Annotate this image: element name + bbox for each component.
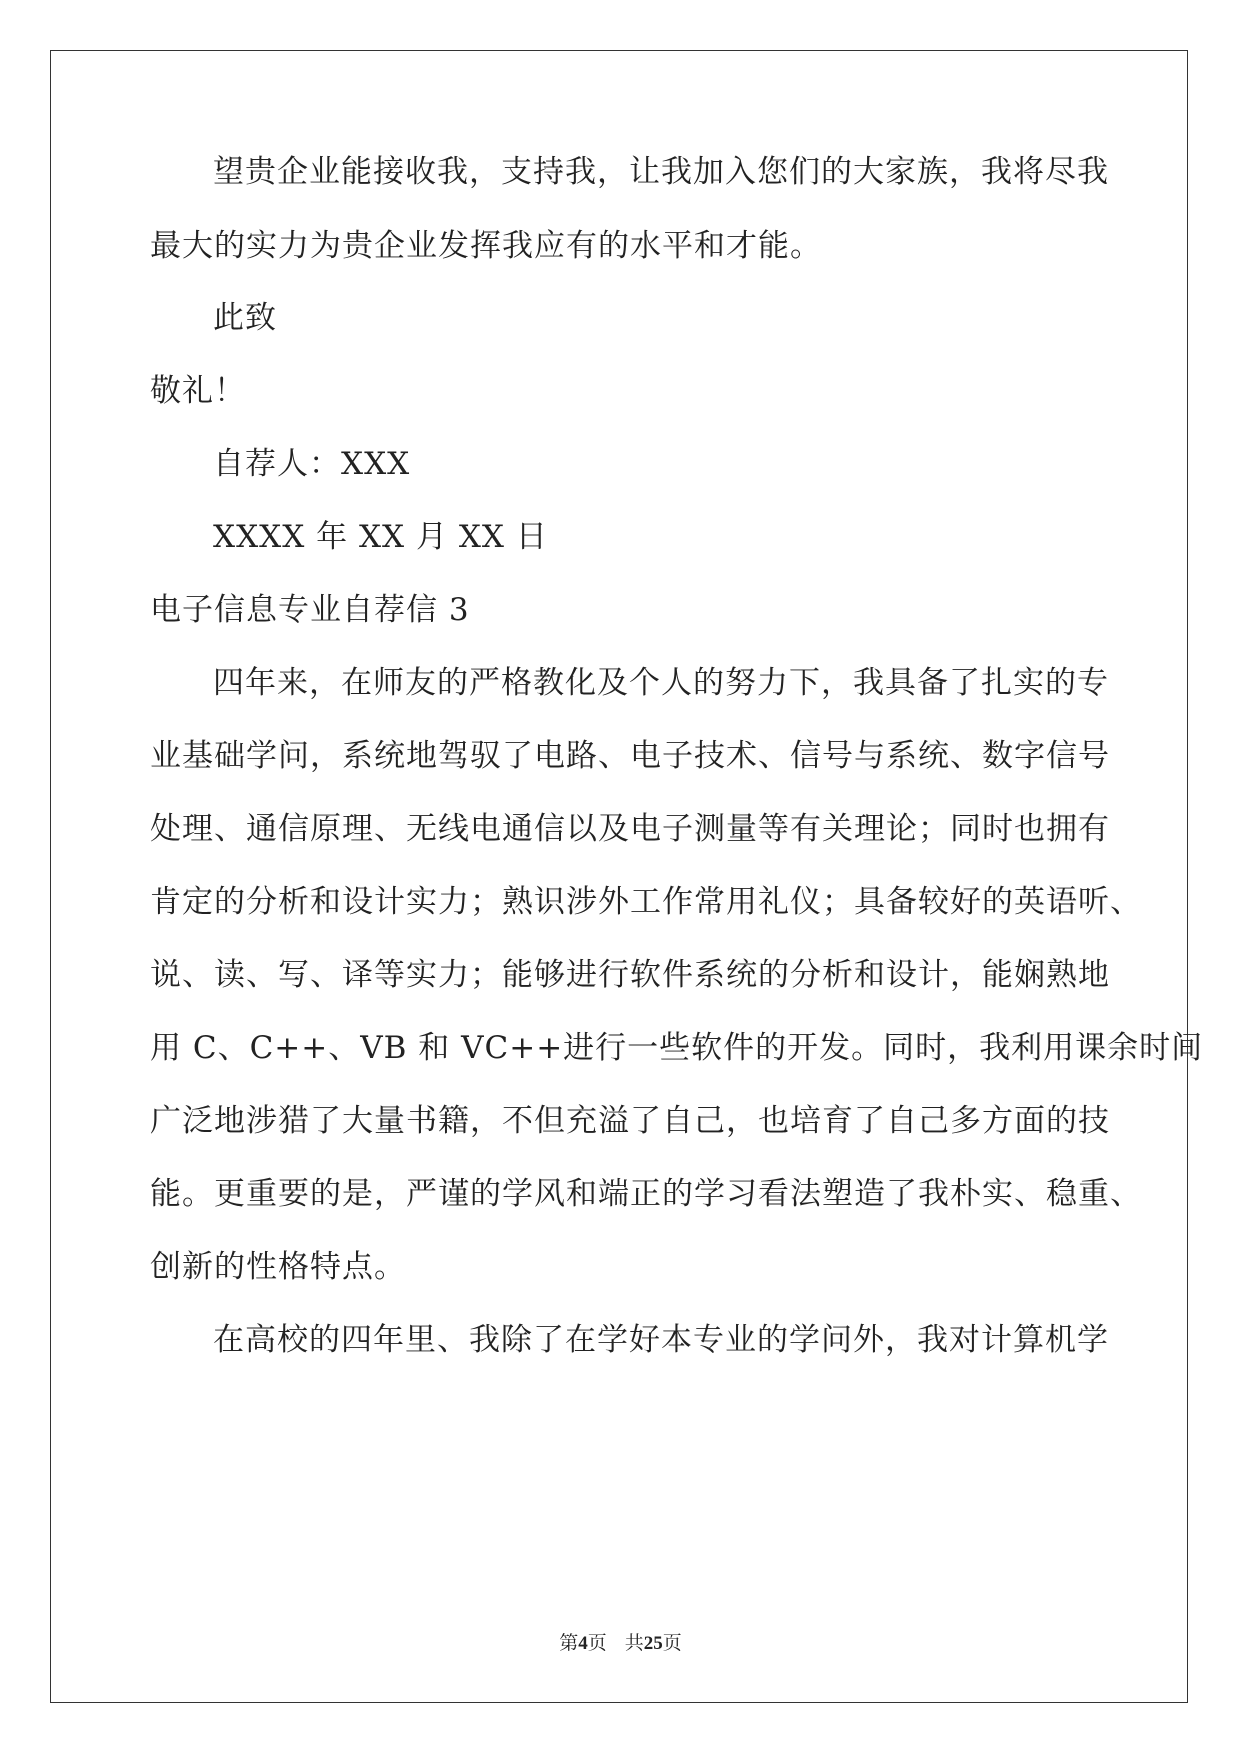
signature-line: 自荐人：XXX xyxy=(213,446,411,482)
paragraph-line: 业基础学问，系统地驾驭了电路、电子技术、信号与系统、数字信号 xyxy=(150,738,1110,774)
total-pages-suffix: 页 xyxy=(662,1632,682,1654)
paragraph-line: 望贵企业能接收我，支持我，让我加入您们的大家族，我将尽我 xyxy=(213,154,1109,190)
page-footer xyxy=(0,1628,1241,1655)
paragraph-line: 肯定的分析和设计实力；熟识涉外工作常用礼仪；具备较好的英语听、 xyxy=(150,884,1142,920)
total-pages-prefix: 共 xyxy=(624,1632,644,1654)
paragraph-line: 处理、通信原理、无线电通信以及电子测量等有关理论；同时也拥有 xyxy=(150,811,1110,847)
paragraph-line: 四年来，在师友的严格教化及个人的努力下，我具备了扎实的专 xyxy=(213,665,1109,701)
total-pages: 25 xyxy=(643,1633,663,1654)
section-heading: 电子信息专业自荐信 3 xyxy=(150,592,470,628)
closing-regards: 敬礼！ xyxy=(150,373,246,409)
date-line: XXXX 年 XX 月 XX 日 xyxy=(213,519,548,555)
page-number-suffix: 页 xyxy=(587,1632,607,1654)
page-number: 4 xyxy=(578,1633,588,1654)
paragraph-line: 最大的实力为贵企业发挥我应有的水平和才能。 xyxy=(150,228,822,264)
paragraph-line: 能。更重要的是，严谨的学风和端正的学习看法塑造了我朴实、稳重、 xyxy=(150,1176,1142,1212)
paragraph-line: 广泛地涉猎了大量书籍，不但充溢了自己，也培育了自己多方面的技 xyxy=(150,1103,1110,1139)
page-number-prefix: 第 xyxy=(559,1632,579,1654)
paragraph-line: 用 C、C++、VB 和 VC++进行一些软件的开发。同时，我利用课余时间 xyxy=(150,1030,1204,1066)
paragraph-line: 说、读、写、译等实力；能够进行软件系统的分析和设计，能娴熟地 xyxy=(150,957,1110,993)
paragraph-line: 创新的性格特点。 xyxy=(150,1249,406,1285)
paragraph-line: 在高校的四年里、我除了在学好本专业的学问外，我对计算机学 xyxy=(213,1322,1109,1358)
closing-salutation: 此致 xyxy=(213,300,277,336)
